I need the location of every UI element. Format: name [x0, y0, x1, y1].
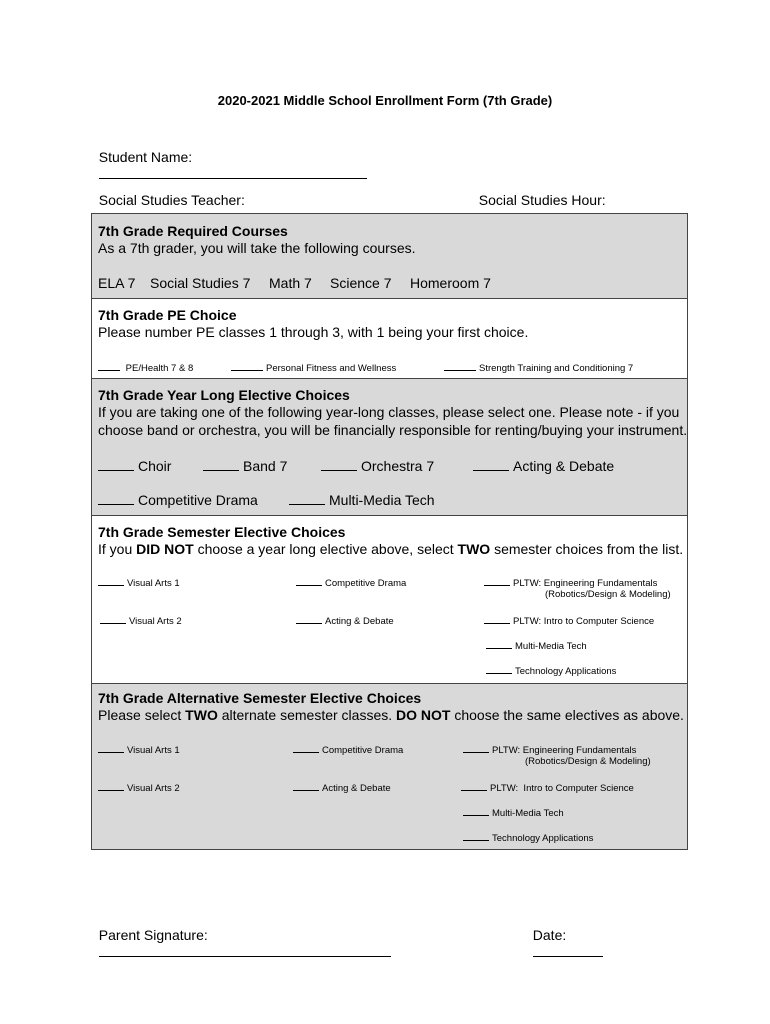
- required-course: Social Studies 7: [150, 275, 251, 291]
- alternative-option[interactable]: Visual Arts 2: [98, 780, 180, 795]
- yearlong-section: [92, 379, 687, 516]
- semester-option-note: (Robotics/Design & Modeling): [545, 589, 671, 600]
- semester-option[interactable]: Visual Arts 1: [98, 575, 180, 590]
- required-courses-section: [92, 214, 687, 299]
- pe-option[interactable]: Strength Training and Conditioning 7: [444, 360, 633, 375]
- alternative-option[interactable]: Visual Arts 1: [98, 742, 180, 757]
- semester-option[interactable]: Visual Arts 2: [100, 613, 182, 628]
- alternative-heading: 7th Grade Alternative Semester Elective Choices: [98, 690, 422, 706]
- required-course: Science 7: [330, 275, 392, 291]
- pe-option[interactable]: Personal Fitness and Wellness: [231, 360, 396, 375]
- yearlong-option[interactable]: Choir: [98, 457, 171, 474]
- semester-option[interactable]: Competitive Drama: [296, 575, 406, 590]
- semester-option[interactable]: Technology Applications: [486, 663, 616, 678]
- alternative-option[interactable]: Technology Applications: [463, 830, 593, 845]
- parent-signature-label: Parent Signature:: [98, 927, 208, 943]
- alternative-option[interactable]: Acting & Debate: [293, 780, 391, 795]
- yearlong-text: choose band or orchestra, you will be financially responsible for renting/buying your instrument.: [98, 422, 688, 438]
- alternative-section: [92, 684, 687, 849]
- yearlong-heading: 7th Grade Year Long Elective Choices: [98, 387, 350, 403]
- required-text: As a 7th grader, you will take the following courses.: [98, 240, 416, 256]
- yearlong-option[interactable]: Acting & Debate: [473, 457, 614, 474]
- yearlong-option[interactable]: Competitive Drama: [98, 491, 258, 508]
- required-course: ELA 7: [98, 275, 136, 291]
- hour-label: Social Studies Hour:: [478, 192, 606, 208]
- semester-option[interactable]: PLTW: Engineering Fundamentals: [484, 575, 657, 590]
- semester-option[interactable]: Multi-Media Tech: [486, 638, 587, 653]
- semester-option[interactable]: Acting & Debate: [296, 613, 394, 628]
- yearlong-text: If you are taking one of the following year-long classes, please select one. Please note - if you: [98, 404, 680, 420]
- semester-option[interactable]: PLTW: Intro to Computer Science: [484, 613, 654, 628]
- student-name-field[interactable]: [91, 133, 367, 182]
- date-blank[interactable]: [533, 943, 603, 957]
- required-course: Homeroom 7: [410, 275, 491, 291]
- alternative-text: Please select TWO alternate semester classes. DO NOT choose the same electives as above.: [98, 707, 684, 723]
- semester-heading: 7th Grade Semester Elective Choices: [98, 524, 346, 540]
- page-title: 2020-2021 Middle School Enrollment Form (7th Grade): [217, 93, 553, 108]
- alternative-option[interactable]: Competitive Drama: [293, 742, 403, 757]
- parent-signature-field[interactable]: [91, 911, 391, 960]
- pe-option[interactable]: PE/Health 7 & 8: [98, 360, 193, 375]
- teacher-label: Social Studies Teacher:: [98, 192, 245, 208]
- yearlong-option[interactable]: Band 7: [203, 457, 287, 474]
- yearlong-option[interactable]: Orchestra 7: [321, 457, 434, 474]
- pe-heading: 7th Grade PE Choice: [98, 307, 237, 323]
- alternative-option[interactable]: PLTW: Engineering Fundamentals: [463, 742, 636, 757]
- date-field[interactable]: [525, 911, 603, 960]
- pe-choice-section: [92, 299, 687, 379]
- enrollment-form-box: [91, 213, 688, 850]
- date-label: Date:: [532, 927, 567, 943]
- semester-section: [92, 516, 687, 684]
- parent-signature-blank[interactable]: [99, 943, 391, 957]
- alternative-option-note: (Robotics/Design & Modeling): [525, 756, 651, 767]
- student-name-label: Student Name:: [98, 149, 193, 165]
- required-course: Math 7: [269, 275, 312, 291]
- required-heading: 7th Grade Required Courses: [98, 223, 288, 239]
- alternative-option[interactable]: Multi-Media Tech: [463, 805, 564, 820]
- semester-text: If you DID NOT choose a year long elective above, select TWO semester choices from the list.: [98, 541, 684, 557]
- alternative-option[interactable]: PLTW: Intro to Computer Science: [461, 780, 634, 795]
- yearlong-option[interactable]: Multi-Media Tech: [289, 491, 435, 508]
- pe-text: Please number PE classes 1 through 3, with 1 being your first choice.: [98, 324, 529, 340]
